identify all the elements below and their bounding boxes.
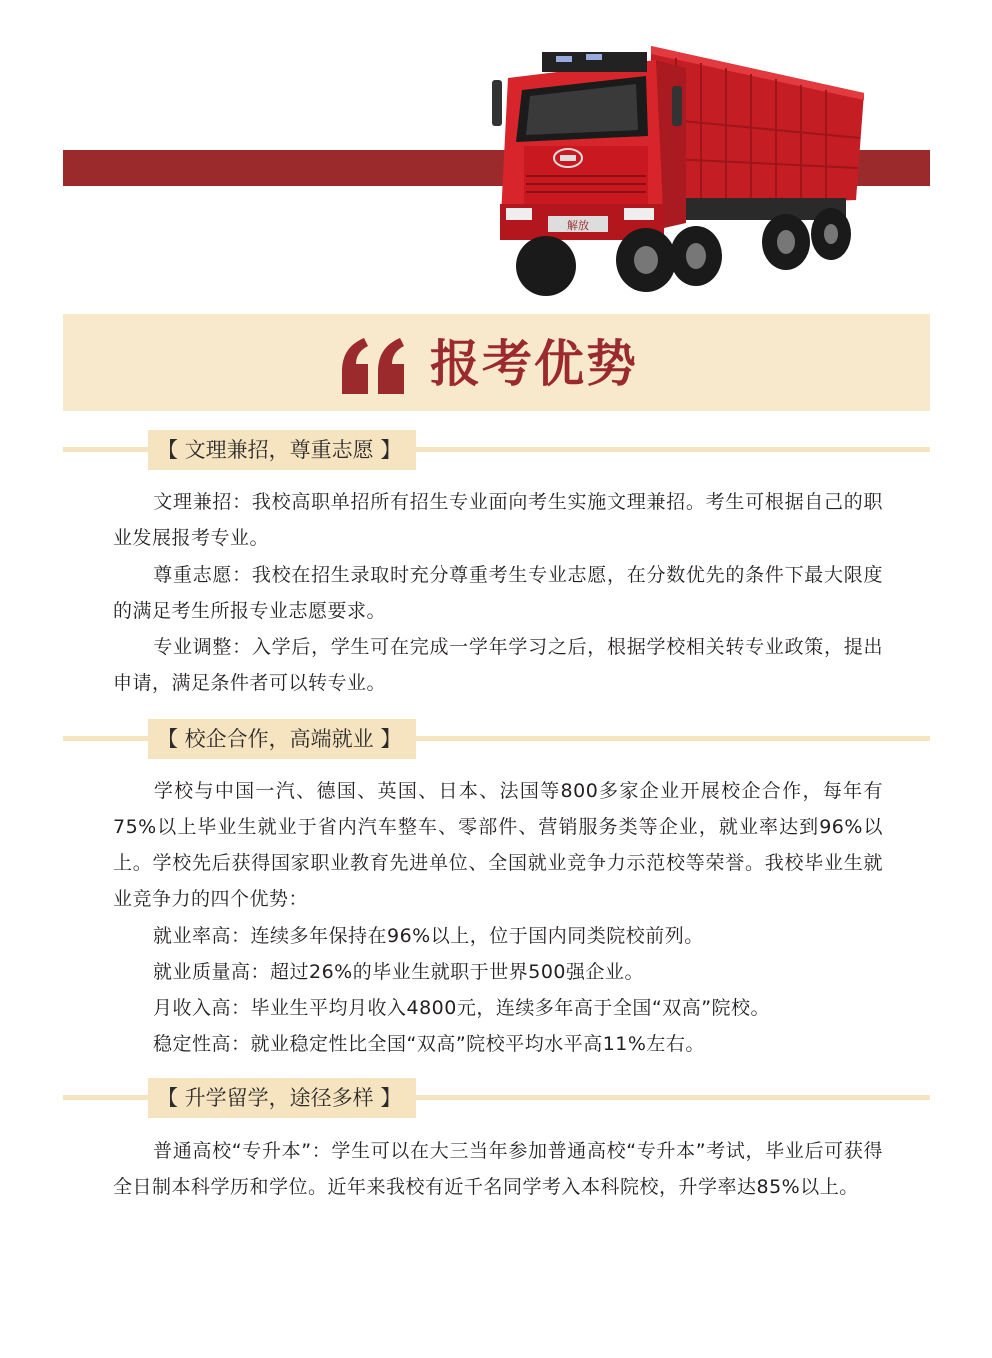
list-item: 就业率高：连续多年保持在96%以上，位于国内同类院校前列。 [153,925,704,947]
section-heading-2 [63,719,930,759]
paragraph: 文理兼招：我校高职单招所有招生专业面向考生实施文理兼招。考生可根据自己的职业发展报考专业。 [113,491,883,549]
paragraph: 尊重志愿：我校在招生录取时充分尊重考生专业志愿，在分数优先的条件下最大限度的满足考生所报专业志愿要求。 [113,564,883,622]
list-item: 就业质量高：超过26%的毕业生就职于世界500强企业。 [153,961,644,983]
paragraph: 普通高校“专升本”：学生可以在大三当年参加普通高校“专升本”考试，毕业后可获得全日制本科学历和学位。近年来我校有近千名同学考入本科院校，升学率达85%以上。 [113,1140,883,1198]
dump-truck-image [486,38,866,298]
paragraph: 专业调整：入学后，学生可在完成一学年学习之后，根据学校相关转专业政策，提出申请，满足条件者可以转专业。 [113,636,883,694]
list-item: 月收入高：毕业生平均月收入4800元，连续多年高于全国“双高”院校。 [153,997,771,1019]
quote-mark-icon [338,338,408,394]
grille-badge-text: 解放 [567,219,589,232]
page-title: 报考优势 [430,335,638,393]
section-heading-label: 【 升学留学，途径多样 】 [157,1086,402,1110]
list-item: 稳定性高：就业稳定性比全国“双高”院校平均水平高11%左右。 [153,1033,705,1055]
paragraph: 学校与中国一汽、德国、英国、日本、法国等800多家企业开展校企合作，每年有75%以上毕业生就业于省内汽车整车、零部件、营销服务类等企业，就业率达到96%以上。学校先后获得国家职业教育先进单位、全国就业竞争力示范校等荣誉。我校毕业生就业竞争力的四个优势： [113,780,883,910]
section-heading-3 [63,1078,930,1118]
section-heading-label: 【 校企合作，高端就业 】 [157,727,402,751]
section-heading-label: 【 文理兼招，尊重志愿 】 [157,438,402,462]
section-heading-1 [63,430,930,470]
